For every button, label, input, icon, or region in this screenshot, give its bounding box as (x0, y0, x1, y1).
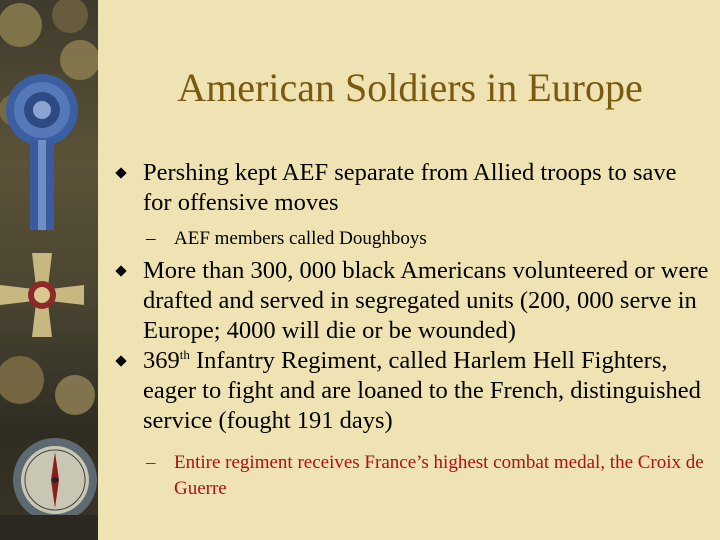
sub-bullet-item (100, 450, 710, 502)
bullet-text: Pershing kept AEF separate from Allied troops to save for offensive moves (143, 159, 677, 216)
bullet-list (100, 158, 710, 502)
bullet-diamond-icon (115, 265, 126, 276)
bullet-text: More than 300, 000 black Americans volunteered or were drafted and served in segregated units (200, 000 serve in Europe; 4000 will die or be wounded) (143, 257, 709, 344)
ordinal-suffix: th (179, 347, 190, 362)
regiment-number: 369 (143, 347, 180, 374)
sub-bullet-text: Entire regiment receives France’s highest combat medal, the Croix de Guerre (174, 452, 704, 499)
slide-title: American Soldiers in Europe (177, 65, 643, 110)
sub-bullet-item (100, 226, 710, 252)
dash-marker: – (146, 452, 156, 473)
bullet-diamond-icon (115, 355, 126, 366)
bullet-item (100, 346, 710, 436)
military-medals-icon (0, 0, 98, 540)
bullet-item (100, 256, 710, 346)
sub-bullet-text: AEF members called Doughboys (174, 228, 427, 249)
bullet-text: Infantry Regiment, called Harlem Hell Fighters, eager to fight and are loaned to the French, distinguished service (fought 191 days) (143, 347, 701, 434)
bullet-diamond-icon (115, 167, 126, 178)
bullet-item (100, 158, 710, 218)
dash-marker: – (146, 228, 156, 249)
